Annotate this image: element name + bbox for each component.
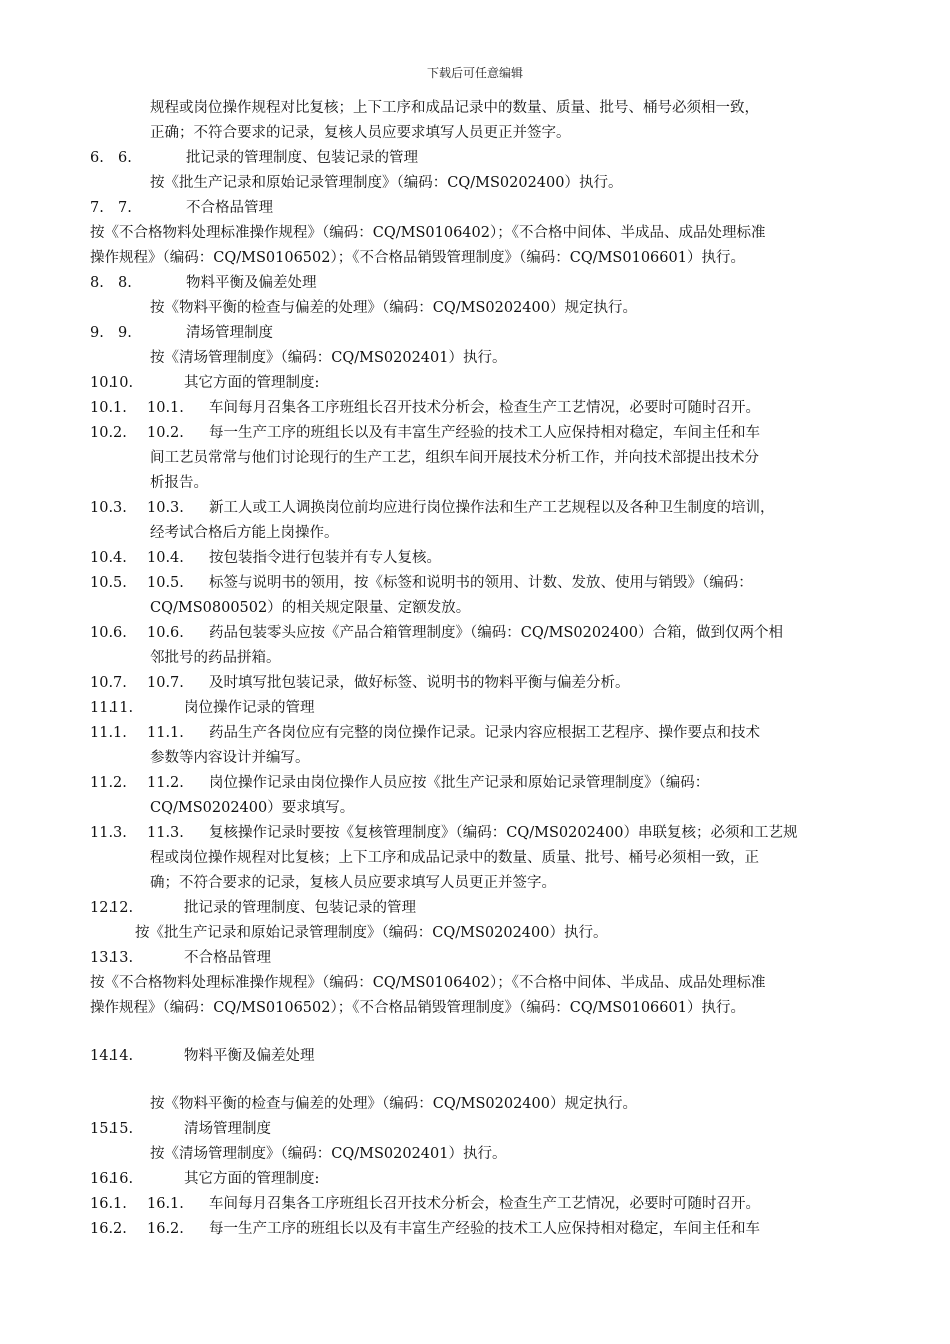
section-text: 新工人或工人调换岗位前均应进行岗位操作法和生产工艺规程以及各种卫生制度的培训，	[209, 500, 775, 516]
outline-number: 10.6.	[90, 625, 127, 641]
section-number: 11.	[110, 700, 134, 716]
page-header: 下载后可任意编辑	[426, 66, 523, 80]
section-text: 物料平衡及偏差处理	[186, 275, 317, 291]
document-line	[90, 446, 870, 471]
section-text: 其它方面的管理制度:	[184, 1171, 320, 1187]
section-number: 10.6.	[147, 625, 184, 641]
document-line	[90, 846, 870, 871]
paragraph-text: 析报告。	[150, 475, 208, 491]
document-line	[90, 496, 870, 521]
document-line	[90, 746, 870, 771]
document-line	[90, 1142, 870, 1167]
outline-number: 11.1.	[90, 725, 127, 741]
paragraph-text: 正确；不符合要求的记录，复核人员应要求填写人员更正并签字。	[150, 125, 571, 141]
section-text: 清场管理制度	[184, 1121, 271, 1137]
document-line	[90, 371, 870, 396]
outline-number: 8.	[90, 275, 104, 291]
document-line	[90, 596, 870, 621]
outline-number: 11.	[90, 700, 114, 716]
outline-number: 11.2.	[90, 775, 127, 791]
document-line	[90, 221, 870, 246]
outline-number: 10.5.	[90, 575, 127, 591]
document-line	[90, 821, 870, 846]
document-body	[90, 96, 870, 1242]
section-text: 不合格品管理	[184, 950, 271, 966]
document-line	[90, 246, 870, 271]
document-line	[90, 771, 870, 796]
section-number: 10.3.	[147, 500, 184, 516]
section-number: 11.1.	[147, 725, 184, 741]
paragraph-text: 按《物料平衡的检查与偏差的处理》（编码：CQ/MS0202400）规定执行。	[150, 300, 637, 316]
document-line	[90, 146, 870, 171]
document-line	[90, 871, 870, 896]
document-line	[90, 121, 870, 146]
section-number: 10.2.	[147, 425, 184, 441]
outline-number: 11.3.	[90, 825, 127, 841]
paragraph-text: 操作规程》（编码：CQ/MS0106502）；《不合格品销毁管理制度》（编码：CQ/MS0106601）执行。	[90, 250, 745, 266]
section-number: 16.1.	[147, 1196, 184, 1212]
outline-number: 10.	[90, 375, 114, 391]
outline-number: 9.	[90, 325, 104, 341]
document-line	[90, 646, 870, 671]
section-text: 批记录的管理制度、包装记录的管理	[184, 900, 416, 916]
section-number: 10.1.	[147, 400, 184, 416]
document-line	[90, 896, 870, 921]
document-line	[90, 721, 870, 746]
document-line	[90, 971, 870, 996]
document-line	[90, 696, 870, 721]
section-text: 复核操作记录时要按《复核管理制度》（编码：CQ/MS0202400）串联复核；必须和工艺规	[209, 825, 798, 841]
outline-number: 16.	[90, 1171, 114, 1187]
section-number: 6.	[118, 150, 132, 166]
section-number: 10.7.	[147, 675, 184, 691]
paragraph-text: 按《批生产记录和原始记录管理制度》（编码：CQ/MS0202400）执行。	[150, 175, 623, 191]
section-number: 9.	[118, 325, 132, 341]
section-text: 批记录的管理制度、包装记录的管理	[186, 150, 418, 166]
blank-line	[90, 1021, 870, 1044]
section-number: 8.	[118, 275, 132, 291]
document-line	[90, 421, 870, 446]
paragraph-text: 按《清场管理制度》（编码：CQ/MS0202401）执行。	[150, 1146, 507, 1162]
section-number: 11.2.	[147, 775, 184, 791]
outline-number: 10.7.	[90, 675, 127, 691]
document-line	[90, 621, 870, 646]
outline-number: 16.2.	[90, 1221, 127, 1237]
paragraph-text: 邻批号的药品拼箱。	[150, 650, 281, 666]
section-number: 11.3.	[147, 825, 184, 841]
section-number: 10.5.	[147, 575, 184, 591]
paragraph-text: 按《批生产记录和原始记录管理制度》（编码：CQ/MS0202400）执行。	[135, 925, 608, 941]
document-line	[90, 671, 870, 696]
document-line	[90, 946, 870, 971]
document-line	[90, 171, 870, 196]
section-number: 12.	[110, 900, 134, 916]
document-line	[90, 1117, 870, 1142]
document-line	[90, 921, 870, 946]
paragraph-text: 规程或岗位操作规程对比复核；上下工序和成品记录中的数量、质量、批号、桶号必须相一致，	[150, 100, 759, 116]
section-number: 14.	[110, 1048, 134, 1064]
paragraph-text: 参数等内容设计并编写。	[150, 750, 310, 766]
outline-number: 16.1.	[90, 1196, 127, 1212]
document-line	[90, 321, 870, 346]
paragraph-text: 按《物料平衡的检查与偏差的处理》（编码：CQ/MS0202400）规定执行。	[150, 1096, 637, 1112]
document-line	[90, 1167, 870, 1192]
section-text: 每一生产工序的班组长以及有丰富生产经验的技术工人应保持相对稳定，车间主任和车	[209, 1221, 760, 1237]
paragraph-text: 经考试合格后方能上岗操作。	[150, 525, 339, 541]
outline-number: 10.3.	[90, 500, 127, 516]
section-number: 10.4.	[147, 550, 184, 566]
document-line	[90, 571, 870, 596]
document-line	[90, 396, 870, 421]
section-number: 13.	[110, 950, 134, 966]
section-text: 岗位操作记录的管理	[184, 700, 315, 716]
document-line	[90, 96, 870, 121]
outline-number: 13.	[90, 950, 114, 966]
paragraph-text: 程或岗位操作规程对比复核；上下工序和成品记录中的数量、质量、批号、桶号必须相一致，正	[150, 850, 759, 866]
section-number: 16.	[110, 1171, 134, 1187]
document-line	[90, 296, 870, 321]
document-line	[90, 996, 870, 1021]
paragraph-text: 按《清场管理制度》（编码：CQ/MS0202401）执行。	[150, 350, 507, 366]
section-text: 车间每月召集各工序班组长召开技术分析会，检查生产工艺情况，必要时可随时召开。	[209, 400, 760, 416]
document-line	[90, 196, 870, 221]
section-number: 16.2.	[147, 1221, 184, 1237]
document-line	[90, 271, 870, 296]
document-line	[90, 346, 870, 371]
outline-number: 14.	[90, 1048, 114, 1064]
section-text: 岗位操作记录由岗位操作人员应按《批生产记录和原始记录管理制度》（编码：	[209, 775, 710, 791]
section-text: 物料平衡及偏差处理	[184, 1048, 315, 1064]
outline-number: 7.	[90, 200, 104, 216]
document-line	[90, 796, 870, 821]
paragraph-text: CQ/MS0800502）的相关规定限量、定额发放。	[150, 600, 471, 616]
section-text: 标签与说明书的领用，按《标签和说明书的领用、计数、发放、使用与销毁》（编码：	[209, 575, 753, 591]
section-text: 其它方面的管理制度:	[184, 375, 320, 391]
outline-number: 10.2.	[90, 425, 127, 441]
outline-number: 6.	[90, 150, 104, 166]
section-text: 清场管理制度	[186, 325, 273, 341]
paragraph-text: CQ/MS0202400）要求填写。	[150, 800, 355, 816]
paragraph-text: 确；不符合要求的记录，复核人员应要求填写人员更正并签字。	[150, 875, 556, 891]
document-line	[90, 521, 870, 546]
paragraph-text: 按《不合格物料处理标准操作规程》（编码：CQ/MS0106402）；《不合格中间体、半成品、成品处理标准	[90, 975, 766, 991]
outline-number: 10.1.	[90, 400, 127, 416]
document-line	[90, 1217, 870, 1242]
paragraph-text: 操作规程》（编码：CQ/MS0106502）；《不合格品销毁管理制度》（编码：CQ/MS0106601）执行。	[90, 1000, 745, 1016]
section-text: 药品包装零头应按《产品合箱管理制度》（编码：CQ/MS0202400）合箱，做到仅两个相	[209, 625, 783, 641]
outline-number: 10.4.	[90, 550, 127, 566]
section-text: 每一生产工序的班组长以及有丰富生产经验的技术工人应保持相对稳定，车间主任和车	[209, 425, 760, 441]
outline-number: 15.	[90, 1121, 114, 1137]
document-line	[90, 1092, 870, 1117]
document-line	[90, 1192, 870, 1217]
section-text: 及时填写批包装记录，做好标签、说明书的物料平衡与偏差分析。	[209, 675, 630, 691]
document-line	[90, 471, 870, 496]
section-text: 按包装指令进行包装并有专人复核。	[209, 550, 441, 566]
outline-number: 12.	[90, 900, 114, 916]
section-number: 15.	[110, 1121, 134, 1137]
section-text: 药品生产各岗位应有完整的岗位操作记录。记录内容应根据工艺程序、操作要点和技术	[209, 725, 760, 741]
section-number: 7.	[118, 200, 132, 216]
blank-line	[90, 1069, 870, 1092]
section-text: 车间每月召集各工序班组长召开技术分析会，检查生产工艺情况，必要时可随时召开。	[209, 1196, 760, 1212]
document-line	[90, 546, 870, 571]
paragraph-text: 间工艺员常常与他们讨论现行的生产工艺，组织车间开展技术分析工作，并向技术部提出技术分	[150, 450, 759, 466]
section-number: 10.	[110, 375, 134, 391]
paragraph-text: 按《不合格物料处理标准操作规程》（编码：CQ/MS0106402）；《不合格中间体、半成品、成品处理标准	[90, 225, 766, 241]
section-text: 不合格品管理	[186, 200, 273, 216]
document-line	[90, 1044, 870, 1069]
